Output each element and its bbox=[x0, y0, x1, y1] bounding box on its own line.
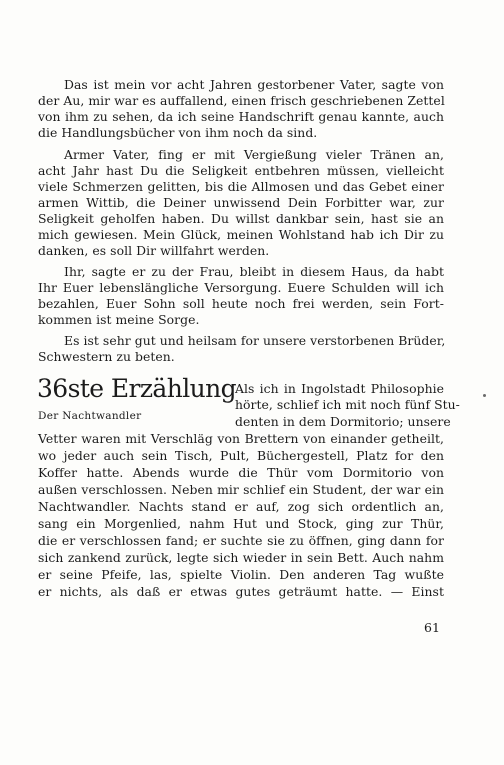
text-line: Nachtwandler. Nachts stand er auf, zog sich ordentlich an, bbox=[38, 499, 444, 514]
text-line: Armer Vater, fing er mit Vergießung vieler Tränen an, bbox=[64, 147, 444, 162]
text-line: er seine Pfeife, las, spielte Violin. Den anderen Tag wußte bbox=[38, 567, 444, 582]
text-line: von ihm zu sehen, da ich seine Handschrift genau kannte, auch bbox=[38, 109, 444, 124]
page-number: 61 bbox=[424, 620, 440, 635]
text-line: hörte, schlief ich mit noch fünf Stu- bbox=[235, 397, 460, 412]
text-line: Schwestern zu beten. bbox=[38, 349, 175, 364]
text-line: Es ist sehr gut und heilsam for unsere verstorbenen Brüder, bbox=[64, 333, 446, 348]
text-line: Als ich in Ingolstadt Philosophie bbox=[235, 381, 444, 396]
text-line: die Handlungsbücher von ihm noch da sind. bbox=[38, 125, 318, 140]
text-line: viele Schmerzen gelitten, bis die Allmosen und das Gebet einer bbox=[38, 179, 444, 194]
text-line: danken, es soll Dir willfahrt werden. bbox=[38, 243, 270, 258]
text-line: Das ist mein vor acht Jahren gestorbener Vater, sagte von bbox=[64, 77, 444, 92]
text-line: er nichts, als daß er etwas gutes geträumt hatte. — Einst bbox=[38, 584, 444, 599]
text-line: kommen ist meine Sorge. bbox=[38, 312, 200, 327]
text-line: bezahlen, Euer Sohn soll heute noch frei werden, sein Fort- bbox=[38, 296, 444, 311]
text-line: die er verschlossen fand; er suchte sie zu öffnen, ging dann for bbox=[38, 533, 444, 548]
margin-mark bbox=[483, 394, 486, 397]
chapter-subtitle: Der Nachtwandler bbox=[38, 410, 142, 422]
text-line: Ihr, sagte er zu der Frau, bleibt in diesem Haus, da habt bbox=[64, 264, 444, 279]
text-line: außen verschlossen. Neben mir schlief ein Student, der war ein bbox=[38, 482, 444, 497]
text-line: Ihr Euer lebenslängliche Versorgung. Euere Schulden will ich bbox=[38, 280, 444, 295]
text-line: denten in dem Dormitorio; unsere bbox=[235, 414, 451, 429]
text-line: sang ein Morgenlied, nahm Hut und Stock, ging zur Thür, bbox=[38, 516, 444, 531]
text-line: Seligkeit geholfen haben. Du willst dankbar sein, hast sie an bbox=[38, 211, 444, 226]
text-line: acht Jahr hast Du die Seligkeit entbehren müssen, vielleicht bbox=[38, 163, 444, 178]
text-line: sich zankend zurück, legte sich wieder in sein Bett. Auch nahm bbox=[38, 550, 444, 565]
text-line: der Au, mir war es auffallend, einen frisch geschriebenen Zettel bbox=[38, 93, 445, 108]
text-line: mich gewiesen. Mein Glück, meinen Wohlstand hab ich Dir zu bbox=[38, 227, 444, 242]
text-line: Vetter waren mit Verschläg von Brettern von einander getheilt, bbox=[38, 431, 444, 446]
chapter-title: 36ste Erzählung bbox=[37, 374, 237, 403]
text-line: wo jeder auch sein Tisch, Pult, Büchergestell, Platz for den bbox=[38, 448, 444, 463]
text-line: armen Wittib, die Deiner unwissend Dein Forbitter war, zur bbox=[38, 195, 444, 210]
text-line: Koffer hatte. Abends wurde die Thür vom Dormitorio von bbox=[38, 465, 444, 480]
